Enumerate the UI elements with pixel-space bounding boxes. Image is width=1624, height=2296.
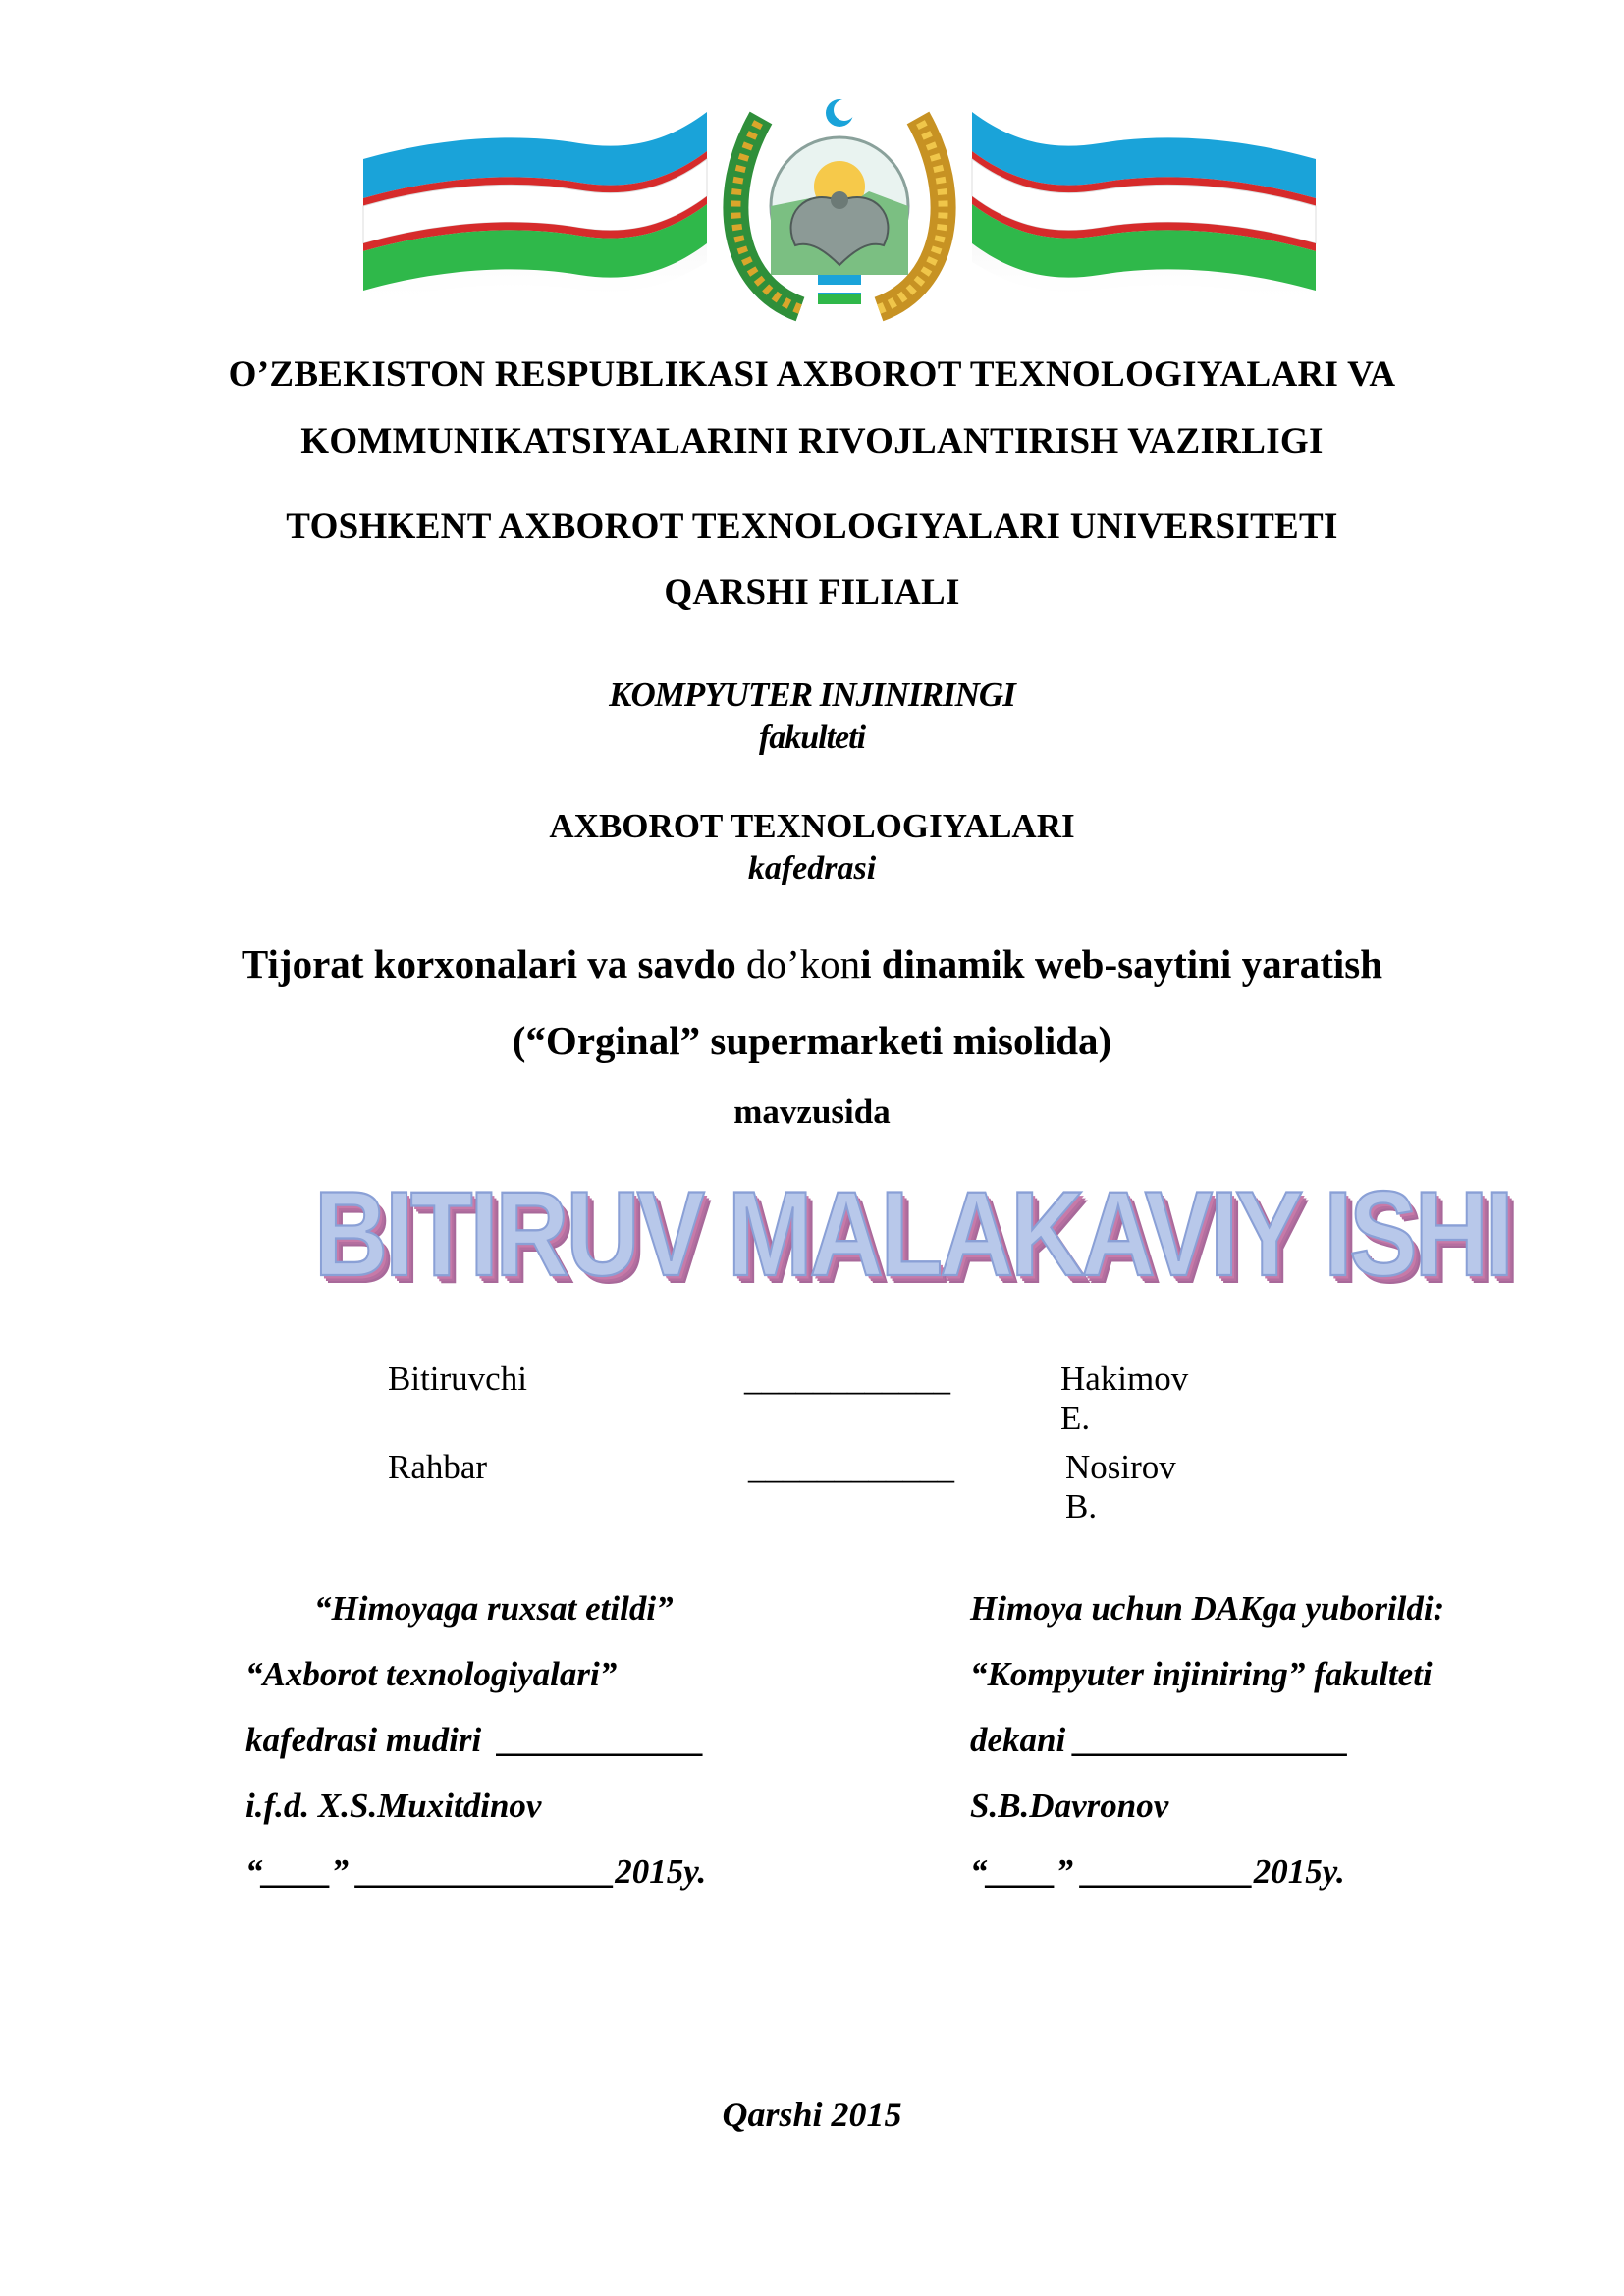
topic-part-2: do’kon (735, 941, 861, 987)
topic-part-3: i dinamik web-saytini yaratish (860, 941, 1383, 987)
signature-name: Hakimov E. (1060, 1360, 1189, 1437)
ministry-name-line-2: KOMMUNIKATSIYALARINI RIVOJLANTIRISH VAZIRLIGI (300, 421, 1324, 461)
department-name: AXBOROT TEXNOLOGIYALARI (549, 807, 1075, 845)
signature-name: Nosirov B. (1065, 1448, 1176, 1525)
approval-line: “Axborot texnologiyalari” (245, 1655, 618, 1693)
submission-line: dekani ________________ (970, 1721, 1349, 1759)
signature-line: ____________ (748, 1448, 954, 1486)
submission-line: “Kompyuter injiniring” fakulteti (970, 1655, 1433, 1693)
approval-line: i.f.d. X.S.Muxitdinov (245, 1787, 542, 1825)
thesis-topic-line-3: mavzusida (733, 1093, 891, 1131)
uzbekistan-emblem-with-flag (353, 90, 1326, 336)
approval-line: “Himoyaga ruxsat etildi” (314, 1589, 674, 1628)
state-emblem (724, 90, 955, 322)
university-name: TOSHKENT AXBOROT TEXNOLOGIYALARI UNIVERSITETI (286, 507, 1338, 547)
thesis-topic-line-2: (“Orginal” supermarketi misolida) (512, 1018, 1112, 1063)
submission-line: Himoya uchun DAKga yuborildi: (970, 1589, 1445, 1628)
defense-approval-block (245, 1575, 706, 1904)
place-and-year: Qarshi 2015 (722, 2095, 902, 2134)
topic-part-1: Tijorat korxonalari va savdo (241, 941, 736, 987)
thesis-topic-line-1 (0, 940, 1624, 988)
dak-submission-block (970, 1575, 1444, 1904)
approval-line: kafedrasi mudiri ____________ (245, 1721, 705, 1759)
faculty-suffix: fakulteti (758, 720, 866, 756)
flag-ribbon-right (972, 112, 1316, 306)
department-suffix: kafedrasi (747, 850, 877, 886)
flag-ribbon-left (363, 112, 707, 306)
faculty-name: KOMPYUTER INJINIRINGI (609, 675, 1015, 714)
signature-line: ____________ (744, 1360, 950, 1398)
document-title: BITIRUV MALAKAVIY ISHI (314, 1167, 1511, 1303)
approval-line: “____” _______________2015y. (245, 1852, 707, 1891)
signature-role: Rahbar (388, 1448, 488, 1486)
signature-role: Bitiruvchi (388, 1360, 527, 1398)
ministry-name-line-1: O’ZBEKISTON RESPUBLIKASI AXBOROT TEXNOLOGIYALARI VA (228, 354, 1396, 395)
branch-name: QARSHI FILIALI (664, 572, 960, 613)
submission-line: “____” __________2015y. (970, 1852, 1345, 1891)
submission-line: S.B.Davronov (970, 1787, 1169, 1825)
